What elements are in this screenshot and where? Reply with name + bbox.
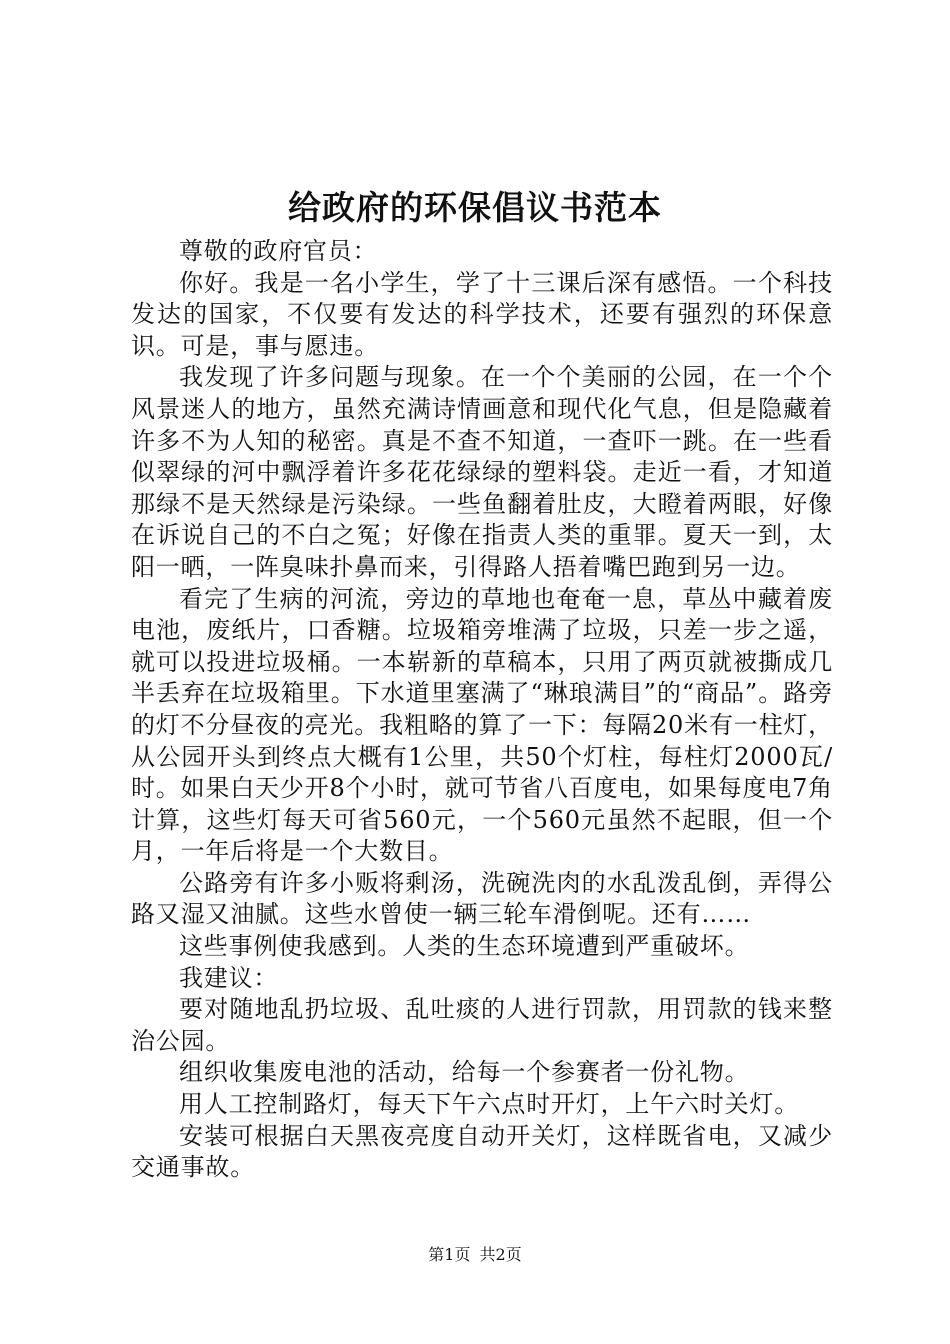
paragraph: 我发现了许多问题与现象。在一个个美丽的公园，在一个个风景迷人的地方，虽然充满诗情画意和现代化气息，但是隐藏着许多不为人知的秘密。真是不查不知道，一查吓一跳。在一些看似翠绿的河中飘浮着许多花花绿绿的塑料袋。走近一看，才知道那绿不是天然绿是污染绿。一些鱼翻着肚皮，大瞪着两眼，好像在诉说自己的不白之冤；好像在指责人类的重罪。夏天一到，太阳一晒，一阵臭味扑鼻而来，引得路人捂着嘴巴跑到另一边。 — [131, 363, 833, 581]
page-number: 第1页 — [428, 1245, 471, 1264]
document-body — [131, 236, 833, 1184]
suggestion-item: 安装可根据白天黑夜亮度自动开关灯，这样既省电，又减少交通事故。 — [131, 1121, 833, 1182]
paragraph: 看完了生病的河流，旁边的草地也奄奄一息，草丛中藏着废电池，废纸片，口香糖。垃圾箱旁堆满了垃圾，只差一步之遥，就可以投进垃圾桶。一本崭新的草稿本，只用了两页就被撕成几半丢弃在垃圾箱里。下水道里塞满了“琳琅满目”的“商品”。路旁的灯不分昼夜的亮光。我粗略的算了一下：每隔20米有一柱灯，从公园开头到终点大概有1公里，共50个灯柱，每柱灯2000瓦/时。如果白天少开8个小时，就可节省八百度电，如果每度电7角计算，这些灯每天可省560元，一个560元虽然不起眼，但一个月，一年后将是一个大数目。 — [131, 584, 833, 866]
page-total: 共2页 — [479, 1245, 522, 1264]
salutation: 尊敬的政府官员： — [179, 237, 378, 265]
paragraph: 这些事例使我感到。人类的生态环境遭到严重破坏。 — [179, 932, 750, 961]
suggestion-item: 用人工控制路灯，每天下午六点时开灯，上午六时关灯。 — [179, 1090, 799, 1119]
suggestion-item: 要对随地乱扔垃圾、乱吐痰的人进行罚款，用罚款的钱来整治公园。 — [131, 995, 833, 1055]
suggestion-item: 组织收集废电池的活动，给每一个参赛者一份礼物。 — [179, 1058, 750, 1087]
paragraph: 我建议： — [179, 963, 279, 992]
paragraph: 你好。我是一名小学生，学了十三课后深有感悟。一个科技发达的国家，不仅要有发达的科学技术，还要有强烈的环保意识。可是，事与愿违。 — [131, 268, 833, 360]
paragraph: 公路旁有许多小贩将剩汤，洗碗洗肉的水乱泼乱倒，弄得公路又湿又油腻。这些水曾使一辆三轮车滑倒呢。还有…… — [131, 868, 833, 929]
page-footer — [0, 1244, 950, 1266]
document-title: 给政府的环保倡议书范本 — [288, 188, 662, 227]
